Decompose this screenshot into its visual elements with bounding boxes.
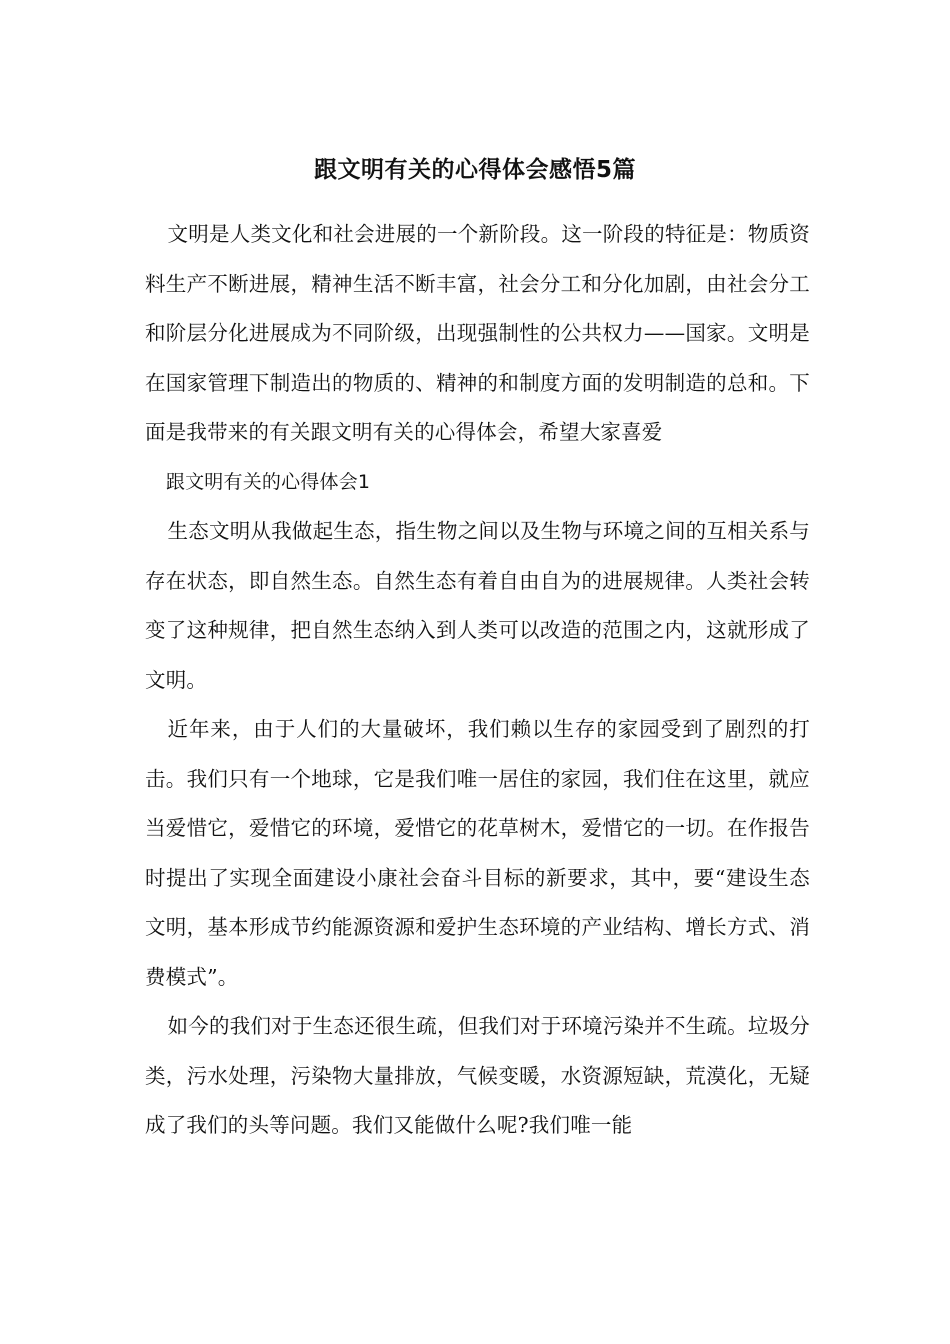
section-heading: 跟文明有关的心得体会1 [165,470,371,493]
document-title: 跟文明有关的心得体会感悟5篇 [313,157,636,183]
body-paragraph-1: 生态文明从我做起生态，指生物之间以及生物与环境之间的互相关系与存在状态，即自然生态。自然生态有着自由自为的进展规律。人类社会转变了这种规律，把自然生态纳入到人类可以改造的范围之内，这就形成了文明。 [145,519,810,692]
intro-paragraph: 文明是人类文化和社会进展的一个新阶段。这一阶段的特征是：物质资料生产不断进展，精神生活不断丰富，社会分工和分化加剧，由社会分工和阶层分化进展成为不同阶级，出现强制性的公共权力——国家。文明是在国家管理下制造出的物质的、精神的和制度方面的发明制造的总和。下面是我带来的有关跟文明有关的心得体会，希望大家喜爱 [145,222,810,444]
body-paragraph-2: 近年来，由于人们的大量破坏，我们赖以生存的家园受到了剧烈的打击。我们只有一个地球，它是我们唯一居住的家园，我们住在这里，就应当爱惜它，爱惜它的环境，爱惜它的花草树木，爱惜它的一切。在作报告时提出了实现全面建设小康社会奋斗目标的新要求，其中，要“建设生态文明，基本形成节约能源资源和爱护生态环境的产业结构、增长方式、消费模式”。 [145,717,810,989]
document-body [145,210,810,1151]
body-paragraph-3: 如今的我们对于生态还很生疏，但我们对于环境污染并不生疏。垃圾分类，污水处理，污染物大量排放，气候变暖，水资源短缺，荒漠化，无疑成了我们的头等问题。我们又能做什么呢?我们唯一能 [145,1014,810,1137]
